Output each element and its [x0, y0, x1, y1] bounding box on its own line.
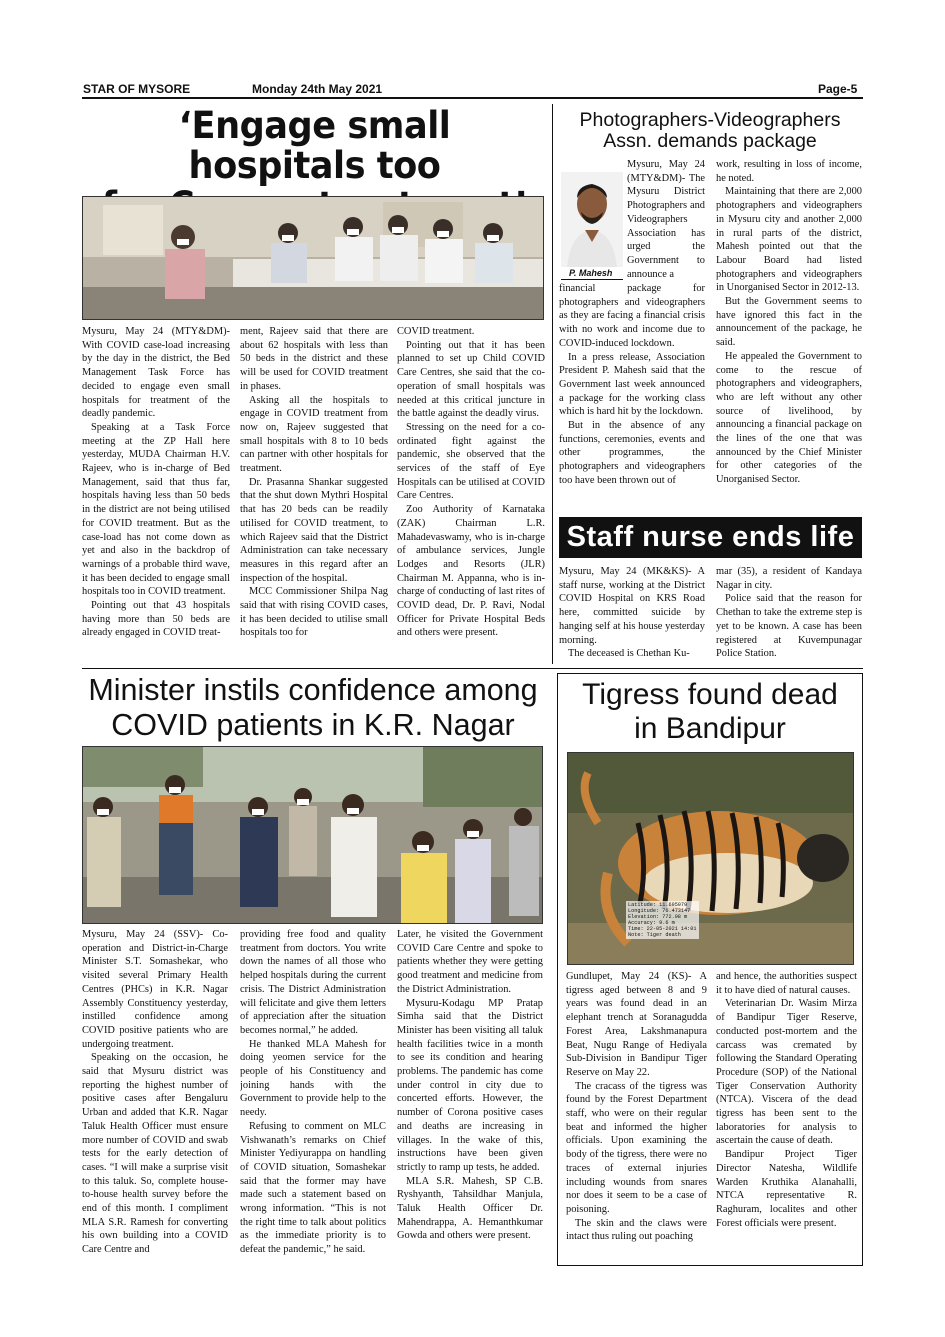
- paragraph: ment, Rajeev said that there are about 62 hospitals with less than 50 beds in the district and these will be used for COVID treatment in phases.: [240, 326, 388, 392]
- paragraph: Asking all the hospitals to engage in COVID treatment from now on, Rajeev suggested that small hospitals with 8 to 10 beds can partner with other hospitals for treatment.: [240, 394, 388, 475]
- paragraph: Stressing on the need for a co-ordinated fight against the pandemic, she observed that the services of the staff of Eye Hospitals can be utilised at COVID Care Centres.: [397, 421, 545, 502]
- article2-col1: [559, 282, 705, 508]
- paragraph: Gundlupet, May 24 (KS)- A tigress aged between 8 and 9 years was found dead in an elephant trench at Soranagudda Forest Area, Lakshmanapura Beat, Nugu Range of Hediyala Sub-Division in Bandipur Tiger Reserve on May 22.: [566, 971, 707, 1078]
- paragraph: MCC Commissioner Shilpa Nag said that with rising COVID cases, it has been decided to utilise small hospitals too for: [240, 586, 388, 639]
- article2-headline: [557, 110, 863, 152]
- article5-photo: [567, 752, 854, 965]
- publication-name: STAR OF MYSORE: [83, 82, 191, 96]
- overlay-line: Time: 22-05-2021 14:01: [628, 926, 697, 932]
- paragraph: MLA S.R. Mahesh, SP C.B. Ryshyanth, Tahsildhar Manjula, Taluk Health Officer Dr. Mahendrappa, A. Hemanthkumar Gowda and others were present.: [397, 1175, 543, 1242]
- article2-headline-line2: Assn. demands package: [603, 130, 817, 153]
- paragraph: Bandipur Project Tiger Director Natesha, Wildlife Warden Kruthika Alanahalli, NTCA representative R. Raghuram, localites and other Forest officials were present.: [716, 1149, 857, 1229]
- article4-col1: [82, 928, 228, 1268]
- article4-col2: [240, 928, 386, 1268]
- article1-col1: [82, 325, 230, 665]
- article4-photo: [82, 746, 543, 924]
- paragraph: Pointing out that it has been planned to set up Child COVID Care Centres, she said that the co-operation of small hospitals was needed at this critical juncture in the battle against the deadly virus.: [397, 339, 545, 420]
- paragraph: and hence, the authorities suspect it to have died of natural causes.: [716, 971, 857, 996]
- article1-col2: [240, 325, 388, 665]
- paragraph: The skin and the claws were intact thus ruling out poaching: [566, 1217, 707, 1243]
- article4-headline-line2: COVID patients in K.R. Nagar: [111, 708, 515, 742]
- article5-col2: [716, 970, 857, 1260]
- article2-photo-caption: P. Mahesh: [569, 268, 613, 278]
- paragraph: financial package for photographers and videographers as they are facing a financial crisis with no work and income due to COVID-induced lockdown.: [559, 283, 705, 349]
- column-divider: [552, 104, 553, 664]
- article4-headline-line1: Minister instils confidence among: [88, 673, 538, 707]
- article4-col3: [397, 928, 543, 1268]
- article1-photo: [82, 196, 544, 320]
- paragraph: Mysuru, May 24 (MTY&DM)- The Mysuru District Photographers and Videographers Association has urged the Government to announce a: [627, 159, 705, 280]
- tiger-photo: [568, 753, 854, 965]
- paragraph: Dr. Prasanna Shankar suggested that the shut down Mythri Hospital that has 20 beds can be readily utilised for COVID treatment, to which Rajeev said that the District Administration can take necessary measures in this regard after an inspection of the hospital.: [240, 476, 388, 584]
- paragraph: Mysuru, May 24 (MTY&DM)- With COVID case-load increasing by the day in the district, the Bed Management Task Force has decided to engage even small hospitals for treatment of the deadly pandemic.: [82, 326, 230, 420]
- gps-overlay: [626, 901, 699, 939]
- issue-date: Monday 24th May 2021: [252, 82, 383, 96]
- article1-col3: [397, 325, 545, 665]
- header-rule: [82, 97, 863, 99]
- paragraph: Zoo Authority of Karnataka (ZAK) Chairman L.R. Mahadevaswamy, who is in-charge of ambulance services, Jungle Lodges and Resorts (JLR) Chairman M. Appanna, who is in-charge of conducting of last rites of COVID dead, Dr. P. Ravi, Nodal Officer for Private Hospital Beds and others were present.: [397, 504, 545, 639]
- paragraph: Maintaining that there are 2,000 photographers and videographers in Mysuru city and another 2,000 in rural parts of the district, Mahesh pointed out that the Labour Board had listed photographers and videographers in Unorganised Sector in 2012-13.: [716, 186, 862, 294]
- paragraph: Later, he visited the Government COVID Care Centre and spoke to patients whether they were getting good treatment and medicine from the District Administration.: [397, 929, 543, 995]
- paragraph: Police said that the reason for Chethan to take the extreme step is yet to be known. A case has been registered at Kuvempunagar Police Station.: [716, 593, 862, 660]
- article2-photo: [561, 172, 623, 267]
- paragraph: mar (35), a resident of Kandaya Nagar in city.: [716, 566, 862, 591]
- paragraph: Speaking on the occasion, he said that Mysuru district was reporting the highest number of positive cases after Bengaluru Urban and added that K.R. Nagar Taluk Health Officer must ensure more number of COVID and swab tests for the early detection of cases. “I will make a surprise visit to this taluk. So, complete house-to-house health survey before the end of this month. I compliment MLA S.R. Ramesh for converting his own building into a COVID Care Centre and: [82, 1052, 228, 1256]
- overlay-line: Latitude: 11.695079: [628, 902, 688, 908]
- overlay-line: Longitude: 76.473147: [628, 908, 691, 914]
- paragraph: Mysuru-Kodagu MP Pratap Simha said that the District Minister has been visiting all taluk health facilities twice in a month to see its condition and hearing problems. The pandemic has come under control in city due to concerted efforts. However, the number of Corona positive cases and deaths are increasing in villages. In the wake of this, instructions have been given strictly to ramp up tests, he added.: [397, 997, 543, 1173]
- article2-headline-line1: Photographers-Videographers: [579, 109, 841, 131]
- section-rule: [82, 668, 863, 669]
- article4-headline: [78, 673, 548, 743]
- paragraph: COVID treatment.: [397, 326, 475, 337]
- article3-headline: Staff nurse ends life: [559, 517, 862, 558]
- overlay-line: Elevation: 772.98 m: [628, 914, 688, 920]
- paragraph: He appealed the Government to come to the rescue of photographers and videographers, who are left without any other source of livelihood, by announcing a financial package on the lines of the one that was announced by the Chief Minister for other categories of the Unorganised Sector.: [716, 350, 862, 486]
- paragraph: work, resulting in loss of income, he noted.: [716, 159, 862, 184]
- article2-col1-top: [627, 158, 705, 281]
- paragraph: But the Government seems to have ignored this fact in the announcement of the package, he said.: [716, 296, 862, 349]
- paragraph: But in the absence of any functions, ceremonies, events and other programmes, the photographers and videographers too have been thrown out of: [559, 420, 705, 486]
- overlay-line: Accuracy: 9.6 m: [628, 920, 675, 926]
- paragraph: The cracass of the tigress was found by the Forest Department staff, who were on their regular beat and informed the higher officials. Upon examining the body of the tigress, there were no traces of external injuries including wounds from snares nor does it seem to be a case of poisoning.: [566, 1080, 707, 1215]
- article5-col1: [566, 970, 707, 1260]
- article3-col2: [716, 565, 862, 665]
- paragraph: Mysuru, May 24 (MK&KS)- A staff nurse, working at the District COVID Hospital on KRS Road here, committed suicide by hanging self at his house yesterday morning.: [559, 566, 705, 646]
- paragraph: Pointing out that 43 hospitals having more than 50 beds are already engaged in COVID treat-: [82, 600, 230, 639]
- paragraph: The deceased is Chethan Ku-: [568, 648, 690, 660]
- article2-col2: [716, 158, 862, 510]
- article5-headline-line2: in Bandipur: [634, 712, 786, 745]
- meeting-photo: [83, 197, 544, 320]
- caption-rule: [561, 279, 623, 280]
- article3-col1: [559, 565, 705, 665]
- paragraph: Veterinarian Dr. Wasim Mirza of Bandipur Tiger Reserve, conducted post-mortem and the carcass was cremated by following the Standard Operating Procedure (SOP) of the National Tiger Conservation Authority (NTCA). Viscera of the dead tigress has been sent to the laboratories for analysis to ascertain the cause of death.: [716, 998, 857, 1147]
- article5-headline: [560, 678, 860, 746]
- article5-headline-line1: Tigress found dead: [582, 678, 838, 711]
- page-number: Page-5: [818, 82, 858, 96]
- group-photo: [83, 747, 543, 924]
- paragraph: In a press release, Association President P. Mahesh said that the Government last week announced a package for the working class which is hard hit by the lockdown.: [559, 351, 705, 418]
- overlay-line: Note: Tiger death: [628, 932, 681, 938]
- paragraph: Speaking at a Task Force meeting at the ZP Hall here yesterday, MUDA Chairman H.V. Rajeev, who is in-charge of Bed Management, said that thus far, hospitals having less than 50 beds in the district are not being utilised for COVID treatment. But as the case-load has not come down as yet and also in the backdrop of warnings of a probable third wave, it has been decided to engage small hospitals too in COVID treatment.: [82, 421, 230, 598]
- paragraph: Mysuru, May 24 (SSV)- Co-operation and District-in-Charge Minister S.T. Somashekar, who visited several Primary Health Centres (PHCs) in K.R. Nagar Assembly Constituency yesterday, instilled confidence among COVID positive patients who are undergoing treatment.: [82, 929, 228, 1050]
- paragraph: providing free food and quality treatment from doctors. You write down the names of all those who helped hospitals during the current crisis. The District Administration will felicitate and give them letters of appreciation after the situation becomes normal,” he added.: [240, 929, 386, 1036]
- paragraph: He thanked MLA Mahesh for doing yeomen service for the people of his Constituency and joining hands with the Government to provide help to the needy.: [240, 1038, 386, 1119]
- portrait-photo: [561, 172, 623, 267]
- article1-headline-line1: ‘Engage small hospitals too: [178, 104, 451, 187]
- paragraph: Refusing to comment on MLC Vishwanath’s remarks on Chief Minister Yediyurappa on handling of COVID situation, Somashekar said that the former may have made such a statement based on wrong information. “This is not the right time to talk about politics as the immediate priority is to defeat the pandemic,” he said.: [240, 1120, 386, 1256]
